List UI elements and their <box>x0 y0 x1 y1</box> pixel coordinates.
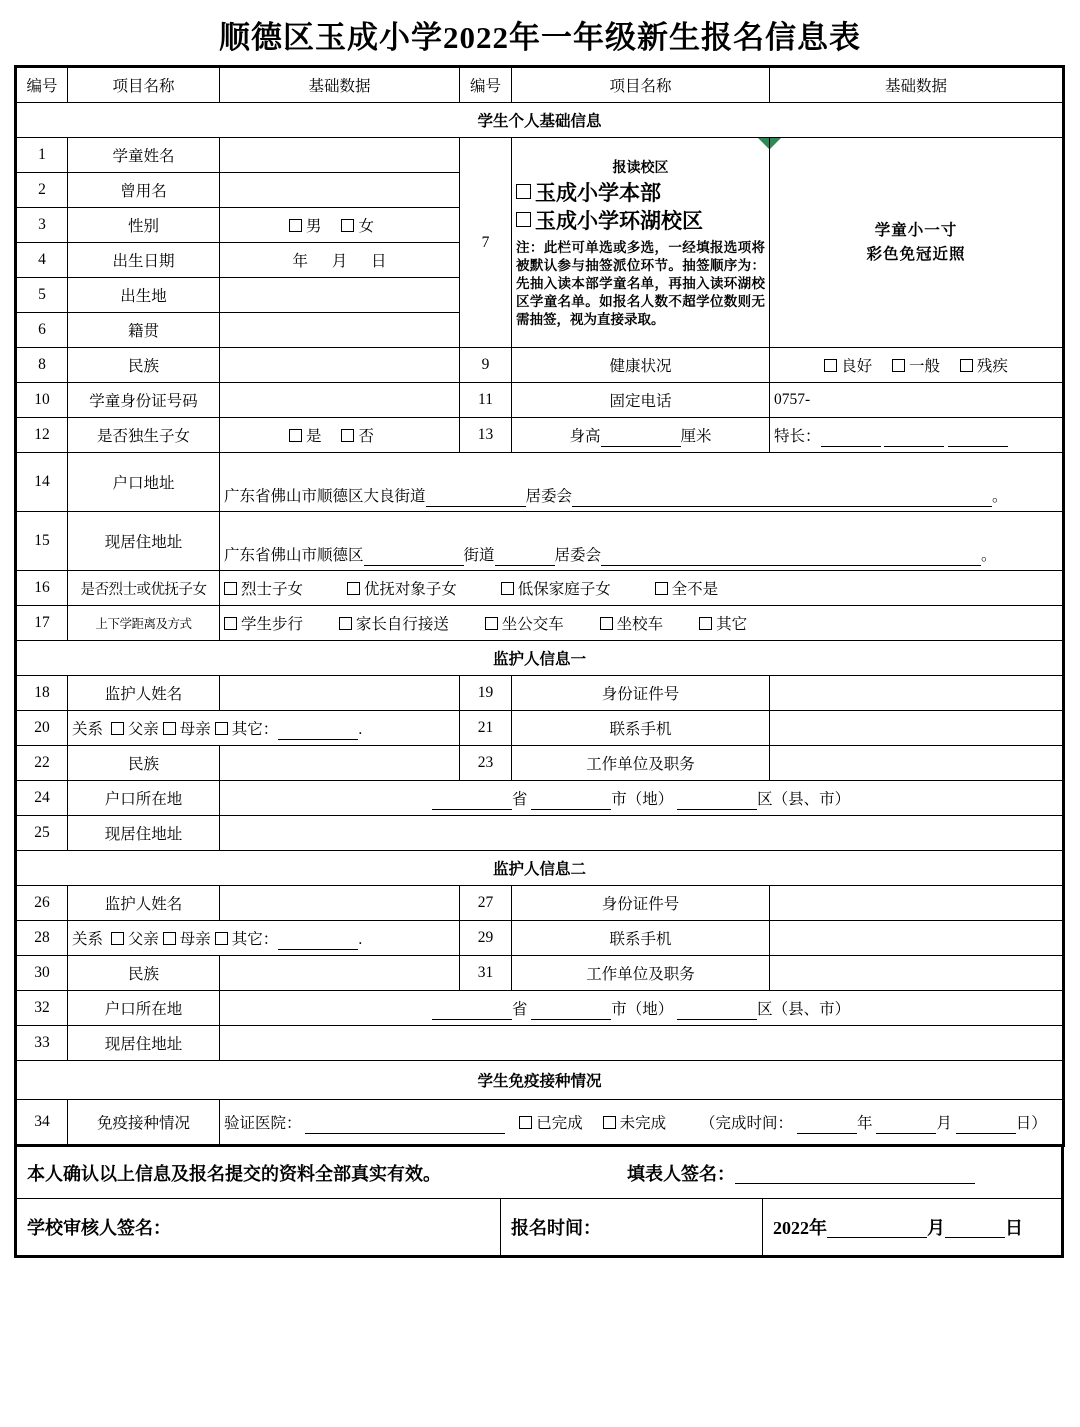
commute-parent-label: 家长自行接送 <box>355 616 449 633</box>
birth-month-label: 月 <box>331 253 348 270</box>
input-guardian2-mobile[interactable] <box>770 921 1064 956</box>
table-row <box>16 781 1064 816</box>
checkbox-icon[interactable] <box>339 617 352 630</box>
input-student-name[interactable] <box>220 138 460 173</box>
guardian2-province-label: 省 <box>511 1000 528 1018</box>
commute-option-parent[interactable] <box>339 612 449 634</box>
row-no-12: 12 <box>16 418 68 453</box>
specialty-line-1[interactable] <box>821 428 881 447</box>
section-row-immunization <box>16 1061 1064 1100</box>
input-former-name[interactable] <box>220 173 460 208</box>
photo-line-1: 学童小一寸 <box>874 222 958 240</box>
label-guardian2-ethnicity: 民族 <box>68 956 220 991</box>
table-row <box>16 418 1064 453</box>
header-data-2: 基础数据 <box>770 67 1064 103</box>
commute-option-other[interactable] <box>699 612 747 634</box>
row-no-25: 25 <box>16 816 68 851</box>
table-row <box>16 886 1064 921</box>
row-no-16: 16 <box>16 571 68 606</box>
input-native-place[interactable] <box>220 313 460 348</box>
row-no-20: 20 <box>16 711 68 746</box>
guardian1-other-input[interactable] <box>278 721 358 740</box>
guardian1-other-label: 其它： <box>231 720 279 738</box>
table-row <box>16 956 1064 991</box>
label-current-address: 现居住地址 <box>68 512 220 571</box>
label-guardian2-mobile: 联系手机 <box>512 921 770 956</box>
apply-day-label: 日 <box>1005 1218 1023 1238</box>
guardian2-city-line[interactable] <box>531 1001 611 1020</box>
household-address-line-2[interactable] <box>572 488 992 507</box>
row-no-10: 10 <box>16 383 68 418</box>
table-row <box>16 676 1064 711</box>
input-birthplace[interactable] <box>220 278 460 313</box>
section-row-guardian1 <box>16 641 1064 676</box>
guardian2-district-label: 区（县、市） <box>757 1000 851 1018</box>
label-commute: 上下学距离及方式 <box>68 606 220 641</box>
birth-day-label: 日 <box>371 253 387 270</box>
only-child-no-label: 否 <box>358 428 374 445</box>
guardian2-relation-other[interactable]: 其它： . <box>215 927 362 950</box>
row-no-15: 15 <box>16 512 68 571</box>
campus-option-main[interactable] <box>516 179 765 207</box>
label-landline: 固定电话 <box>512 383 770 418</box>
guardian1-relation-label: 关系 <box>72 720 104 738</box>
header-item-2: 项目名称 <box>512 67 770 103</box>
label-native-place: 籍贯 <box>68 313 220 348</box>
input-guardian2-employer[interactable] <box>770 956 1064 991</box>
row-no-9: 9 <box>460 348 512 383</box>
table-row <box>16 746 1064 781</box>
immunization-fields[interactable] <box>220 1100 1064 1146</box>
commute-walk-label: 学生步行 <box>241 616 304 633</box>
height-field[interactable] <box>512 418 770 453</box>
campus-title: 报读校区 <box>612 160 669 176</box>
table-row <box>16 1026 1064 1061</box>
header-item-1: 项目名称 <box>68 67 220 103</box>
commute-bus-label: 坐公交车 <box>501 616 564 633</box>
apply-date-cell[interactable] <box>763 1199 1061 1255</box>
row-no-11: 11 <box>460 383 512 418</box>
label-guardian1-id: 身份证件号 <box>512 676 770 711</box>
label-guardian2-employer: 工作单位及职务 <box>512 956 770 991</box>
label-immunization: 免疫接种情况 <box>68 1100 220 1146</box>
school-review-row <box>17 1199 1061 1255</box>
confirmation-row <box>17 1147 1061 1199</box>
specialty-line-2[interactable] <box>884 428 944 447</box>
checkbox-icon[interactable] <box>341 219 354 232</box>
gender-option-male[interactable] <box>289 214 322 236</box>
table-row <box>16 816 1064 851</box>
checkbox-icon[interactable] <box>516 184 531 199</box>
commute-options[interactable] <box>220 606 1064 641</box>
health-disabled-label: 残疾 <box>976 358 1008 375</box>
input-guardian1-ethnicity[interactable] <box>220 746 460 781</box>
birth-year-label: 年 <box>292 253 308 270</box>
row-no-18: 18 <box>16 676 68 711</box>
table-row <box>16 711 1064 746</box>
input-guardian1-id[interactable] <box>770 676 1064 711</box>
checkbox-icon[interactable] <box>699 617 712 630</box>
label-guardian1-current-address: 现居住地址 <box>68 816 220 851</box>
checkbox-icon[interactable] <box>501 582 514 595</box>
guardian2-relation-label: 关系 <box>72 930 104 948</box>
immunization-not-done-label: 未完成 <box>619 1114 667 1132</box>
table-header-row <box>16 67 1064 103</box>
label-guardian2-name: 监护人姓名 <box>68 886 220 921</box>
martyr-child-label: 烈士子女 <box>241 581 304 598</box>
registration-form-table <box>14 65 1065 1147</box>
only-child-yes-label: 是 <box>306 428 322 445</box>
section-title-guardian2: 监护人信息二 <box>16 851 1064 886</box>
table-row <box>16 348 1064 383</box>
immunization-done-label: 已完成 <box>536 1114 583 1132</box>
checkbox-icon[interactable] <box>519 1116 532 1129</box>
checkbox-icon[interactable] <box>224 582 237 595</box>
row-no-3: 3 <box>16 208 68 243</box>
table-row <box>16 1100 1064 1146</box>
checkbox-icon[interactable] <box>960 359 973 372</box>
immunization-day-input[interactable] <box>956 1115 1016 1134</box>
row-no-22: 22 <box>16 746 68 781</box>
photo-line-2: 彩色免冠近照 <box>866 245 966 263</box>
commute-option-school-bus[interactable] <box>600 612 664 634</box>
checkbox-icon[interactable] <box>341 429 354 442</box>
martyr-status-options[interactable] <box>220 571 1064 606</box>
section-title-guardian1: 监护人信息一 <box>16 641 1064 676</box>
label-guardian1-mobile: 联系手机 <box>512 711 770 746</box>
row-no-5: 5 <box>16 278 68 313</box>
label-student-name: 学童姓名 <box>68 138 220 173</box>
specialty-line-3[interactable] <box>948 428 1008 447</box>
checkbox-icon[interactable] <box>603 1116 616 1129</box>
input-guardian2-household[interactable] <box>220 991 1064 1026</box>
health-average-label: 一般 <box>908 358 940 375</box>
checkbox-icon[interactable] <box>347 582 360 595</box>
section-title-immunization: 学生免疫接种情况 <box>16 1061 1064 1100</box>
input-guardian1-household[interactable] <box>220 781 1064 816</box>
guardian1-father-label: 父亲 <box>127 720 159 738</box>
table-row <box>16 571 1064 606</box>
guardian1-relation-father[interactable] <box>111 717 159 739</box>
signer-input[interactable] <box>735 1162 975 1184</box>
signer-label: 填表人签名： <box>627 1163 735 1184</box>
row-no-31: 31 <box>460 956 512 991</box>
photo-placeholder[interactable] <box>770 138 1064 348</box>
input-guardian2-current-address[interactable] <box>220 1026 1064 1061</box>
checkbox-icon[interactable] <box>215 722 228 735</box>
page-title: 顺德区玉成小学2022年一年级新生报名信息表 <box>219 20 861 55</box>
input-student-id-number[interactable] <box>220 383 460 418</box>
row-no-2: 2 <box>16 173 68 208</box>
gender-male-label: 男 <box>306 218 322 235</box>
guardian1-province-line[interactable] <box>432 791 512 810</box>
input-birth-date[interactable] <box>220 243 460 278</box>
section-title-student: 学生个人基础信息 <box>16 103 1064 138</box>
label-health-status: 健康状况 <box>512 348 770 383</box>
row-no-30: 30 <box>16 956 68 991</box>
household-address-end: 。 <box>992 488 1008 505</box>
household-address-mid: 居委会 <box>525 488 573 505</box>
guardian1-district-label: 区（县、市） <box>757 790 851 808</box>
table-row <box>16 512 1064 571</box>
apply-month-label: 月 <box>927 1218 945 1238</box>
apply-time-label: 报名时间： <box>511 1218 601 1238</box>
gender-female-label: 女 <box>358 218 374 235</box>
input-household-address[interactable] <box>220 453 1064 512</box>
checkbox-icon[interactable] <box>892 359 905 372</box>
guardian1-relation-options[interactable] <box>68 711 460 746</box>
household-address-prefix: 广东省佛山市顺德区大良街道 <box>224 488 426 505</box>
health-option-average[interactable] <box>892 354 940 376</box>
guardian1-district-line[interactable] <box>677 791 757 810</box>
campus-option-huanhu-label: 玉成小学环湖校区 <box>535 208 703 233</box>
row-no-1: 1 <box>16 138 68 173</box>
guardian1-mother-label: 母亲 <box>179 720 211 738</box>
immunization-time-label: （完成时间： <box>700 1114 794 1132</box>
gender-options[interactable] <box>220 208 460 243</box>
apply-month-input[interactable] <box>827 1216 927 1238</box>
commute-other-label: 其它 <box>716 616 748 633</box>
input-guardian1-name[interactable] <box>220 676 460 711</box>
checkbox-icon[interactable] <box>824 359 837 372</box>
row-no-28: 28 <box>16 921 68 956</box>
label-birthplace: 出生地 <box>68 278 220 313</box>
guardian1-city-line[interactable] <box>531 791 611 810</box>
input-landline[interactable]: 0757- <box>770 383 1064 418</box>
specialty-field[interactable] <box>770 418 1064 453</box>
row-no-21: 21 <box>460 711 512 746</box>
checkbox-icon[interactable] <box>600 617 613 630</box>
current-address-mid1: 街道 <box>463 547 495 564</box>
guardian1-province-label: 省 <box>511 790 528 808</box>
input-guardian2-name[interactable] <box>220 886 460 921</box>
label-guardian2-current-address: 现居住地址 <box>68 1026 220 1061</box>
campus-option-main-label: 玉成小学本部 <box>535 180 661 205</box>
row-no-24: 24 <box>16 781 68 816</box>
preferential-label: 优抚对象子女 <box>363 581 457 598</box>
label-only-child: 是否独生子女 <box>68 418 220 453</box>
label-guardian1-household: 户口所在地 <box>68 781 220 816</box>
confirmation-text: 本人确认以上信息及报名提交的资料全部真实有效。 <box>27 1163 441 1184</box>
footer-block <box>14 1147 1064 1258</box>
row-no-8: 8 <box>16 348 68 383</box>
checkbox-icon[interactable] <box>111 722 124 735</box>
row-no-17: 17 <box>16 606 68 641</box>
section-row-guardian2 <box>16 851 1064 886</box>
guardian2-other-input[interactable] <box>278 931 358 950</box>
gender-option-female[interactable] <box>341 214 374 236</box>
current-address-prefix: 广东省佛山市顺德区 <box>224 547 364 564</box>
label-guardian2-id: 身份证件号 <box>512 886 770 921</box>
table-row <box>16 383 1064 418</box>
martyr-option-none[interactable] <box>655 577 719 599</box>
checkbox-icon[interactable] <box>485 617 498 630</box>
health-option-disabled[interactable] <box>960 354 1008 376</box>
input-current-address[interactable] <box>220 512 1064 571</box>
input-guardian1-current-address[interactable] <box>220 816 1064 851</box>
guardian2-district-line[interactable] <box>677 1001 757 1020</box>
checkbox-icon[interactable] <box>215 932 228 945</box>
checkbox-icon[interactable] <box>655 582 668 595</box>
verify-hospital-label: 验证医院： <box>224 1114 302 1132</box>
immunization-day-label: 日） <box>1015 1114 1047 1132</box>
only-child-options[interactable] <box>220 418 460 453</box>
row-no-14: 14 <box>16 453 68 512</box>
label-guardian1-employer: 工作单位及职务 <box>512 746 770 781</box>
checkbox-icon[interactable] <box>224 617 237 630</box>
checkbox-icon[interactable] <box>516 212 531 227</box>
section-row-student <box>16 103 1064 138</box>
table-row <box>16 991 1064 1026</box>
row-no-19: 19 <box>460 676 512 711</box>
input-guardian2-ethnicity[interactable] <box>220 956 460 991</box>
guardian2-relation-options[interactable] <box>68 921 460 956</box>
current-address-end: 。 <box>981 547 997 564</box>
input-ethnicity-student[interactable] <box>220 348 460 383</box>
current-address-mid2: 居委会 <box>554 547 602 564</box>
guardian1-relation-mother[interactable] <box>163 717 211 739</box>
label-guardian1-ethnicity: 民族 <box>68 746 220 781</box>
health-option-good[interactable] <box>824 354 872 376</box>
guardian2-relation-father[interactable] <box>111 927 159 949</box>
low-income-label: 低保家庭子女 <box>517 581 611 598</box>
row-no-23: 23 <box>460 746 512 781</box>
immunization-year-label: 年 <box>856 1114 873 1132</box>
health-status-options[interactable] <box>770 348 1064 383</box>
guardian2-father-label: 父亲 <box>127 930 159 948</box>
current-address-line-2[interactable] <box>495 547 555 566</box>
current-address-line-1[interactable] <box>364 547 464 566</box>
comment-corner-icon <box>758 138 769 149</box>
health-good-label: 良好 <box>841 358 873 375</box>
row-no-32: 32 <box>16 991 68 1026</box>
commute-option-bus[interactable] <box>485 612 564 634</box>
specialty-label: 特长： <box>774 427 821 445</box>
row-no-13: 13 <box>460 418 512 453</box>
table-row <box>16 921 1064 956</box>
label-guardian2-household: 户口所在地 <box>68 991 220 1026</box>
immunization-option-not-done[interactable] <box>603 1111 667 1133</box>
label-former-name: 曾用名 <box>68 173 220 208</box>
current-address-line-3[interactable] <box>601 547 981 566</box>
row-no-34: 34 <box>16 1100 68 1146</box>
commute-option-walk[interactable] <box>224 612 303 634</box>
table-row <box>16 606 1064 641</box>
input-guardian2-id[interactable] <box>770 886 1064 921</box>
immunization-month-input[interactable] <box>876 1115 936 1134</box>
guardian2-province-line[interactable] <box>432 1001 512 1020</box>
household-address-line-1[interactable] <box>426 488 526 507</box>
immunization-year-input[interactable] <box>797 1115 857 1134</box>
commute-school-bus-label: 坐校车 <box>616 616 664 633</box>
guardian1-relation-other[interactable]: 其它： . <box>215 717 362 740</box>
school-reviewer-cell[interactable] <box>17 1199 501 1255</box>
only-child-option-no[interactable] <box>341 424 374 446</box>
verify-hospital-input[interactable] <box>305 1115 505 1134</box>
apply-date-year: 2022年 <box>773 1218 827 1238</box>
school-reviewer-label: 学校审核人签名： <box>27 1218 171 1238</box>
row-no-7: 7 <box>460 138 512 348</box>
campus-selection-cell[interactable] <box>512 138 770 348</box>
apply-time-cell <box>501 1199 763 1255</box>
label-household-address: 户口地址 <box>68 453 220 512</box>
row-no-6: 6 <box>16 313 68 348</box>
row-no-29: 29 <box>460 921 512 956</box>
guardian2-city-label: 市（地） <box>611 1000 674 1018</box>
martyr-option-martyr-child[interactable] <box>224 577 303 599</box>
height-label: 身高 <box>569 427 601 445</box>
martyr-option-preferential[interactable] <box>347 577 457 599</box>
header-no-2: 编号 <box>460 67 512 103</box>
guardian1-city-label: 市（地） <box>611 790 674 808</box>
checkbox-icon[interactable] <box>289 429 302 442</box>
campus-option-huanhu[interactable] <box>516 207 765 235</box>
table-row <box>16 138 1064 173</box>
table-row <box>16 453 1064 512</box>
comment-corner-icon <box>770 138 781 149</box>
row-no-33: 33 <box>16 1026 68 1061</box>
guardian2-other-label: 其它： <box>231 930 279 948</box>
height-unit-label: 厘米 <box>680 427 712 445</box>
checkbox-icon[interactable] <box>163 932 176 945</box>
immunization-month-label: 月 <box>936 1114 952 1132</box>
input-guardian1-employer[interactable] <box>770 746 1064 781</box>
martyr-option-low-income[interactable] <box>501 577 611 599</box>
label-guardian1-name: 监护人姓名 <box>68 676 220 711</box>
checkbox-icon[interactable] <box>163 722 176 735</box>
immunization-option-done[interactable] <box>519 1111 583 1133</box>
guardian2-mother-label: 母亲 <box>179 930 211 948</box>
label-martyr-status: 是否烈士或优抚子女 <box>68 571 220 606</box>
label-birth-date: 出生日期 <box>68 243 220 278</box>
none-label: 全不是 <box>671 581 719 598</box>
checkbox-icon[interactable] <box>289 219 302 232</box>
campus-note: 注：此栏可单选或多选，一经填报选项将被默认参与抽签派位环节。抽签顺序为：先抽入读本部学童名单，再抽入读环湖校区学童名单。如报名人数不超学位数则无需抽签，视为直接录取。 <box>516 240 765 327</box>
label-gender: 性别 <box>68 208 220 243</box>
guardian2-relation-mother[interactable] <box>163 927 211 949</box>
checkbox-icon[interactable] <box>111 932 124 945</box>
row-no-26: 26 <box>16 886 68 921</box>
height-input-line[interactable] <box>601 428 681 447</box>
header-data-1: 基础数据 <box>220 67 460 103</box>
label-ethnicity-student: 民族 <box>68 348 220 383</box>
header-no-1: 编号 <box>16 67 68 103</box>
label-student-id-number: 学童身份证号码 <box>68 383 220 418</box>
apply-day-input[interactable] <box>945 1216 1005 1238</box>
only-child-option-yes[interactable] <box>289 424 322 446</box>
input-guardian1-mobile[interactable] <box>770 711 1064 746</box>
row-no-27: 27 <box>460 886 512 921</box>
row-no-4: 4 <box>16 243 68 278</box>
